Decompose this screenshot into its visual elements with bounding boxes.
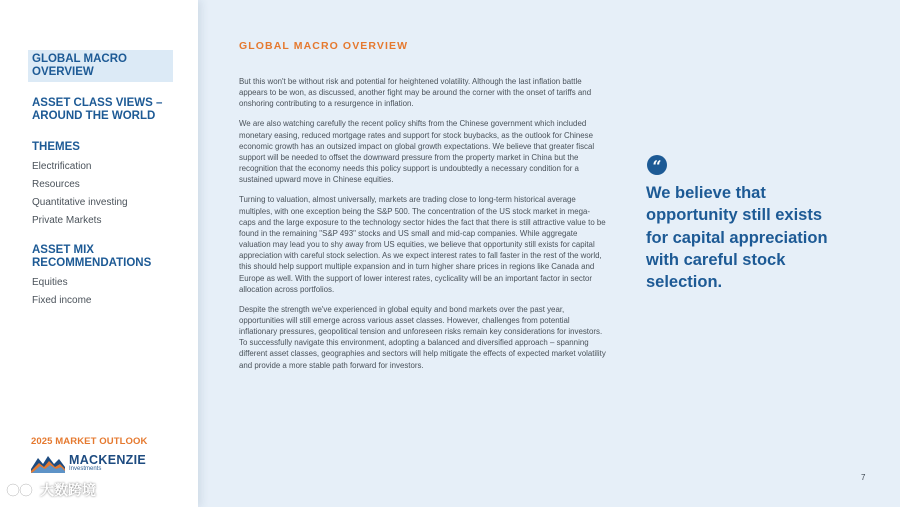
watermark-text: 大数跨境 — [40, 482, 96, 498]
body-paragraph-3: Turning to valuation, almost universally, markets are trading close to long-term historical average multiples, with one exception being the S&P 500. The concentration of the US stock market in mega-caps and the large exposure to the technology sector hides the fact that there is still attractive value to be found in the remaining "S&P 493" stocks and US small and mid-cap companies. While aggregate valuation may lead you to shy away from US equities, we believe that opportunity still exists for capital appreciation with careful stock selection. As we expect interest rates to fall faster in the rest of the world, this should help support multiple expansion and in turn higher share prices in regions like Canada and Europe as well. With the support of lower interest rates, cyclicality will be an important factor in sector allocation across portfolios. — [239, 195, 606, 294]
pull-quote: We believe that opportunity still exists for capital appreciation with careful stock selection. — [646, 184, 828, 292]
watermark — [6, 480, 96, 500]
body-paragraph-2: We are also watching carefully the recent policy shifts from the Chinese government which included monetary easing, reduced mortgage rates and support for stock buybacks, as the outlook for Chinese economic growth has an outsized impact on global growth expectations. We believe that greater fiscal support will be needed to offset the downward pressure from the property market in China but the recognition that the economy needs this policy support is undoubtedly a necessary condition for a sustained upward move in Chinese equities. — [239, 119, 595, 185]
nav-item-resources[interactable]: Resources — [32, 179, 80, 190]
sidebar — [0, 0, 198, 507]
body-paragraph-1: But this won't be without risk and potential for heightened volatility. Although the last inflation battle appears to be won, as discussed, another fight may be around the corner with the onset of tariffs and onshoring contributing to a resurgence in inflation. — [239, 77, 592, 109]
page-number: 7 — [861, 473, 866, 482]
market-outlook-label: 2025 MARKET OUTLOOK — [31, 436, 148, 447]
nav-item-equities[interactable]: Equities — [32, 277, 68, 288]
mackenzie-logo-icon — [31, 453, 65, 473]
quote-icon: “ — [647, 155, 667, 175]
nav-item-fixed-income[interactable]: Fixed income — [32, 295, 92, 306]
mackenzie-logo — [31, 451, 146, 475]
sidebar-nav — [28, 50, 173, 309]
nav-asset-class-views[interactable]: ASSET CLASS VIEWS – AROUND THE WORLD — [32, 97, 163, 122]
body-text — [239, 76, 606, 380]
page-title: GLOBAL MACRO OVERVIEW — [239, 40, 409, 52]
nav-item-electrification[interactable]: Electrification — [32, 161, 92, 172]
nav-item-quantitative-investing[interactable]: Quantitative investing — [32, 197, 128, 208]
logo-name: MACKENZIE — [69, 452, 147, 467]
nav-global-macro-overview[interactable]: GLOBAL MACRO OVERVIEW — [28, 50, 173, 82]
logo-sub: Investments — [69, 465, 102, 472]
watermark-logo-icon — [6, 481, 36, 499]
nav-asset-mix-recommendations[interactable]: ASSET MIX RECOMMENDATIONS — [32, 244, 152, 269]
nav-item-private-markets[interactable]: Private Markets — [32, 215, 102, 226]
nav-themes[interactable]: THEMES — [32, 141, 80, 153]
body-paragraph-4: Despite the strength we've experienced in global equity and bond markets over the past year, opportunities will still emerge across various asset classes. However, challenges from potential inflationary pressures, geopolitical tension and unforeseen risks remain key considerations for investors. To successfully navigate this environment, adopting a balanced and diversified approach – spanning different asset classes, geographies and sectors will help mitigate the effects of expected market volatility and provide a more stable path forward for investors. — [239, 304, 606, 370]
